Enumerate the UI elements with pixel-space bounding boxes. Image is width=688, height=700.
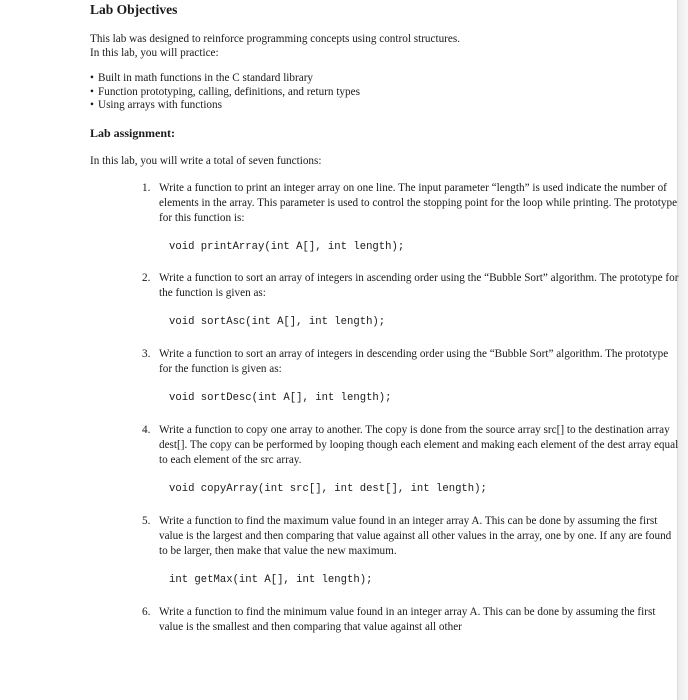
task-text: Write a function to print an integer array on one line. The input parameter “length” is used indicate the number of elements in the array. This parameter is used to control the stopping point for the loop while printing. The prototype for this function is: (159, 181, 678, 224)
task-number: 4. (142, 423, 151, 436)
task-item (90, 514, 679, 587)
task-number: 5. (142, 514, 151, 527)
function-prototype: void sortDesc(int A[], int length); (169, 391, 392, 404)
task-text: Write a function to find the maximum value found in an integer array A. This can be done by assuming the first value is the largest and then comparing that value against all other values in the array, one by one. If any are found to be larger, then make that value the new maximum. (159, 514, 672, 557)
function-prototype: void sortAsc(int A[], int length); (169, 315, 386, 328)
task-item (90, 347, 679, 405)
list-item: • Function prototyping, calling, definitions, and return types (90, 86, 675, 100)
task-number: 2. (142, 271, 151, 284)
document-content (90, 2, 679, 635)
assignment-heading: Lab assignment: (90, 125, 176, 140)
function-prototype: int getMax(int A[], int length); (169, 573, 373, 586)
objectives-list (90, 72, 675, 113)
intro-line: In this lab, you will practice: (90, 46, 219, 59)
task-number: 1. (142, 181, 151, 194)
intro-paragraph (90, 33, 675, 60)
function-prototype: void printArray(int A[], int length); (169, 240, 405, 253)
task-item (90, 271, 679, 329)
task-text: Write a function to sort an array of integers in ascending order using the “Bubble Sort” algorithm. The prototype for the function is given as: (159, 271, 679, 299)
list-item: • Built in math functions in the C standard library (90, 72, 675, 86)
page-title: Lab Objectives (90, 2, 178, 17)
intro-line: This lab was designed to reinforce programming concepts using control structures. (90, 33, 461, 45)
task-item (90, 181, 679, 254)
function-prototype: void copyArray(int src[], int dest[], int length); (169, 482, 487, 495)
task-list (90, 181, 679, 635)
assignment-intro: In this lab, you will write a total of seven functions: (90, 154, 322, 167)
task-text: Write a function to find the minimum value found in an integer array A. This can be done by assuming the first value is the smallest and then comparing that value against all other (159, 605, 656, 633)
task-number: 6. (142, 605, 151, 618)
task-text: Write a function to sort an array of integers in descending order using the “Bubble Sort” algorithm. The prototype for the function is given as: (159, 347, 669, 375)
list-item: • Using arrays with functions (90, 99, 675, 113)
task-item (90, 423, 679, 496)
task-text: Write a function to copy one array to another. The copy is done from the source array src[] to the destination array dest[]. The copy can be performed by looping though each element and making each element of the dest array equal to each element of the src array. (159, 423, 679, 466)
task-number: 3. (142, 347, 151, 360)
task-item (90, 605, 679, 635)
